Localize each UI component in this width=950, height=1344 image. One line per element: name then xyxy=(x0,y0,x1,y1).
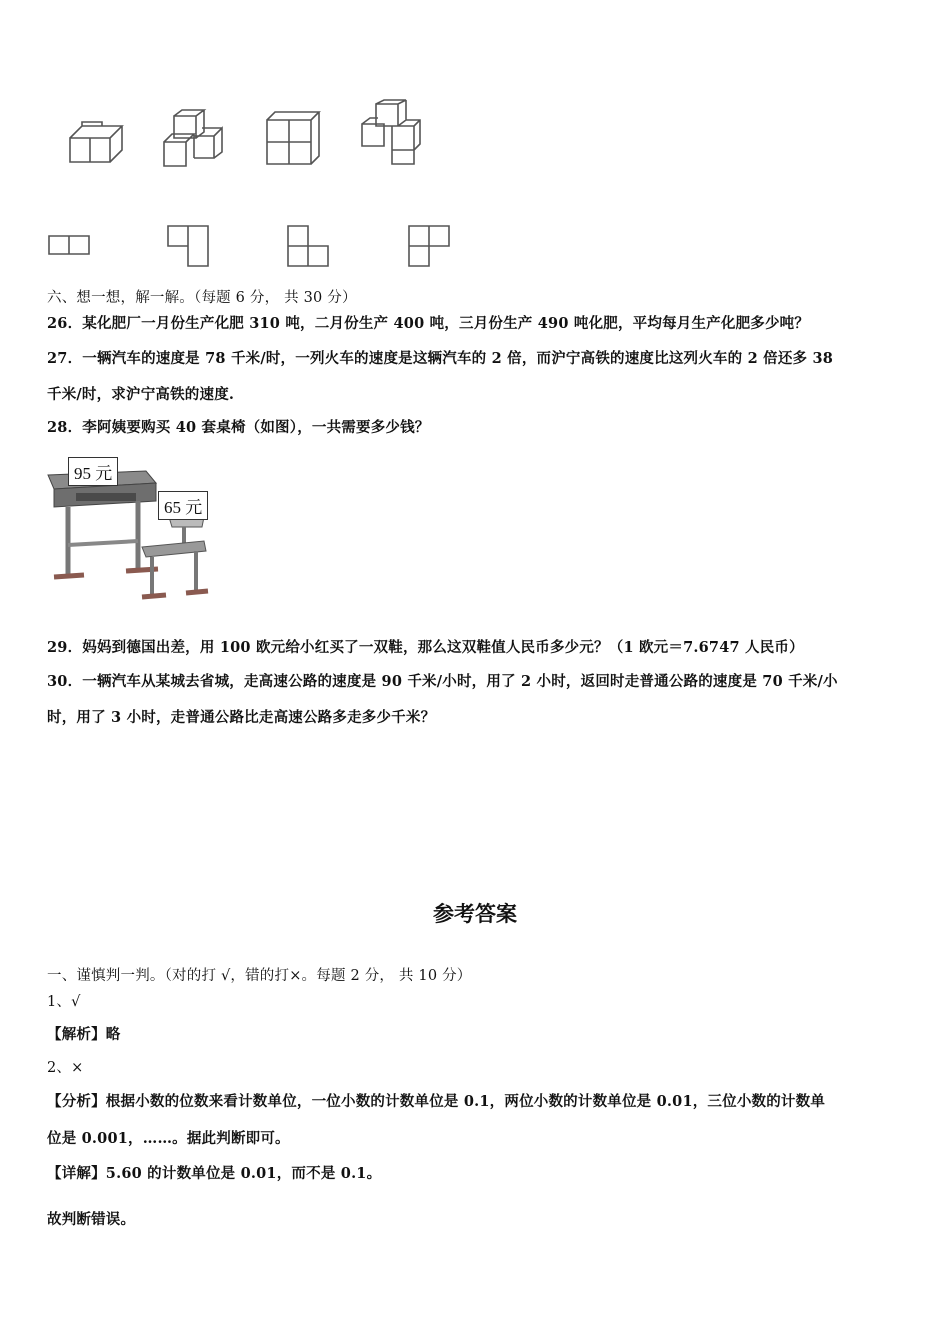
view-figure-3 xyxy=(287,224,331,268)
chair-price-tag: 65 元 xyxy=(158,491,208,520)
answers-title: 参考答案 xyxy=(433,902,517,926)
answer-2: 2、× xyxy=(47,1060,84,1076)
view-figure-2 xyxy=(167,224,211,268)
question-28: 28．李阿姨要购买 40 套桌椅（如图），一共需要多少钱？ xyxy=(47,419,430,436)
answer-2-analysis-line2: 位是 0.001，……。据此判断即可。 xyxy=(47,1130,290,1147)
answer-2-analysis-line1: 【分析】根据小数的位数来看计数单位，一位小数的计数单位是 0.1，两位小数的计数单位是 0.01，三位小数的计数单 xyxy=(47,1093,826,1110)
section-heading: 六、想一想，解一解。（每题 6 分， 共 30 分） xyxy=(47,290,357,306)
answer-2-conclusion: 故判断错误。 xyxy=(47,1211,136,1228)
question-30-line2: 时，用了 3 小时，走普通公路比走高速公路多走多少千米？ xyxy=(47,709,436,726)
question-27-line2: 千米/时，求沪宁高铁的速度. xyxy=(47,386,235,403)
answer-1: 1、√ xyxy=(47,994,81,1010)
answers-section1-heading: 一、谨慎判一判。（对的打 √，错的打×。每题 2 分， 共 10 分） xyxy=(47,968,472,984)
cube-figure-1 xyxy=(68,118,124,164)
question-27-line1: 27．一辆汽车的速度是 78 千米/时，一列火车的速度是这辆汽车的 2 倍，而沪宁高铁的速度比这列火车的 2 倍还多 38 xyxy=(47,350,834,367)
question-30-line1: 30．一辆汽车从某城去省城，走高速公路的速度是 90 千米/小时，用了 2 小时，返回时走普通公路的速度是 70 千米/小 xyxy=(47,673,838,690)
cube-figure-3 xyxy=(265,110,321,166)
desk-price-tag: 95 元 xyxy=(68,457,118,486)
view-figure-4 xyxy=(408,224,452,268)
desk-chair-illustration xyxy=(46,455,226,610)
answer-1-analysis: 【解析】略 xyxy=(47,1026,121,1043)
answer-2-detail: 【详解】5.60 的计数单位是 0.01，而不是 0.1。 xyxy=(47,1165,382,1182)
cube-figure-2 xyxy=(162,108,224,168)
question-29: 29．妈妈到德国出差，用 100 欧元给小红买了一双鞋，那么这双鞋值人民币多少元？（1 欧元＝7.6747 人民币） xyxy=(47,639,804,656)
view-figure-1 xyxy=(48,234,92,256)
question-26: 26．某化肥厂一月份生产化肥 310 吨，二月份生产 400 吨，三月份生产 490 吨化肥，平均每月生产化肥多少吨？ xyxy=(47,315,810,332)
cube-figure-4 xyxy=(358,100,422,166)
